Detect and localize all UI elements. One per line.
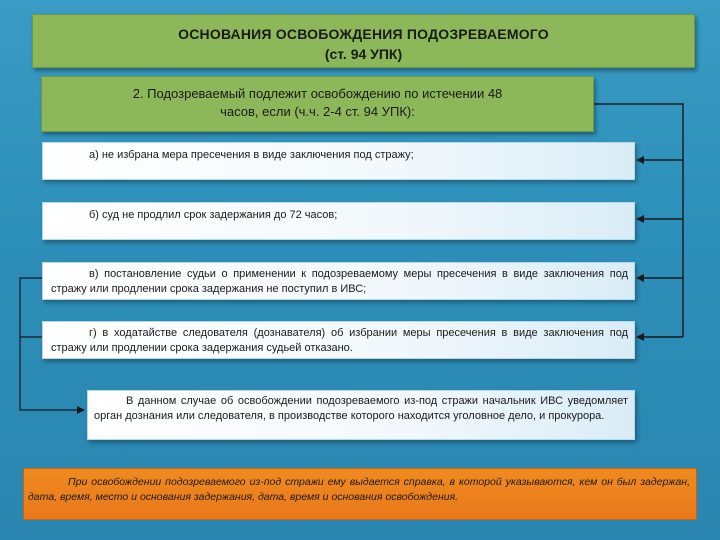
page-title-article: (ст. 94 УПК) — [324, 46, 403, 62]
condition-c-text: в) постановление судьи о применении к подозреваемому меры пресечения в виде заключения под стражу или продлении срока задержания не поступил в ИВС; — [51, 268, 628, 295]
left-bracket-line — [20, 278, 84, 410]
certificate-note-text: При освобождении подозреваемого из-под стражи ему выдается справка, в которой указываются, кем он был задержан, дата, время, место и основания задержания, дата, время и основания освобождения. — [28, 476, 690, 503]
right-bracket-connector — [594, 104, 683, 337]
subtitle-line-2: часов, если (ч.ч. 2-4 ст. 94 УПК): — [220, 104, 415, 119]
condition-d-text: г) в ходатайстве следователя (дознавателя) об избрании меры пресечения в виде заключения под стражу или продлении срока задержания судьей отказано. — [51, 327, 628, 354]
condition-a-text: а) не избрана мера пресечения в виде заключения под стражу; — [89, 149, 414, 161]
right-bracket-line — [594, 104, 683, 337]
release-notice-text: В данном случае об освобождении подозреваемого из-под стражи начальник ИВС уведомляет орган дознания или следователя, в производстве которого находится уголовное дело, и прокурора. — [94, 395, 628, 422]
left-bracket-connector — [20, 278, 84, 410]
subtitle-line-1: 2. Подозреваемый подлежит освобождению по истечении 48 — [132, 86, 503, 101]
page-title: ОСНОВАНИЯ ОСВОБОЖДЕНИЯ ПОДОЗРЕВАЕМОГО — [178, 26, 549, 42]
condition-b-text: б) суд не продлил срок задержания до 72 часов; — [89, 209, 338, 221]
